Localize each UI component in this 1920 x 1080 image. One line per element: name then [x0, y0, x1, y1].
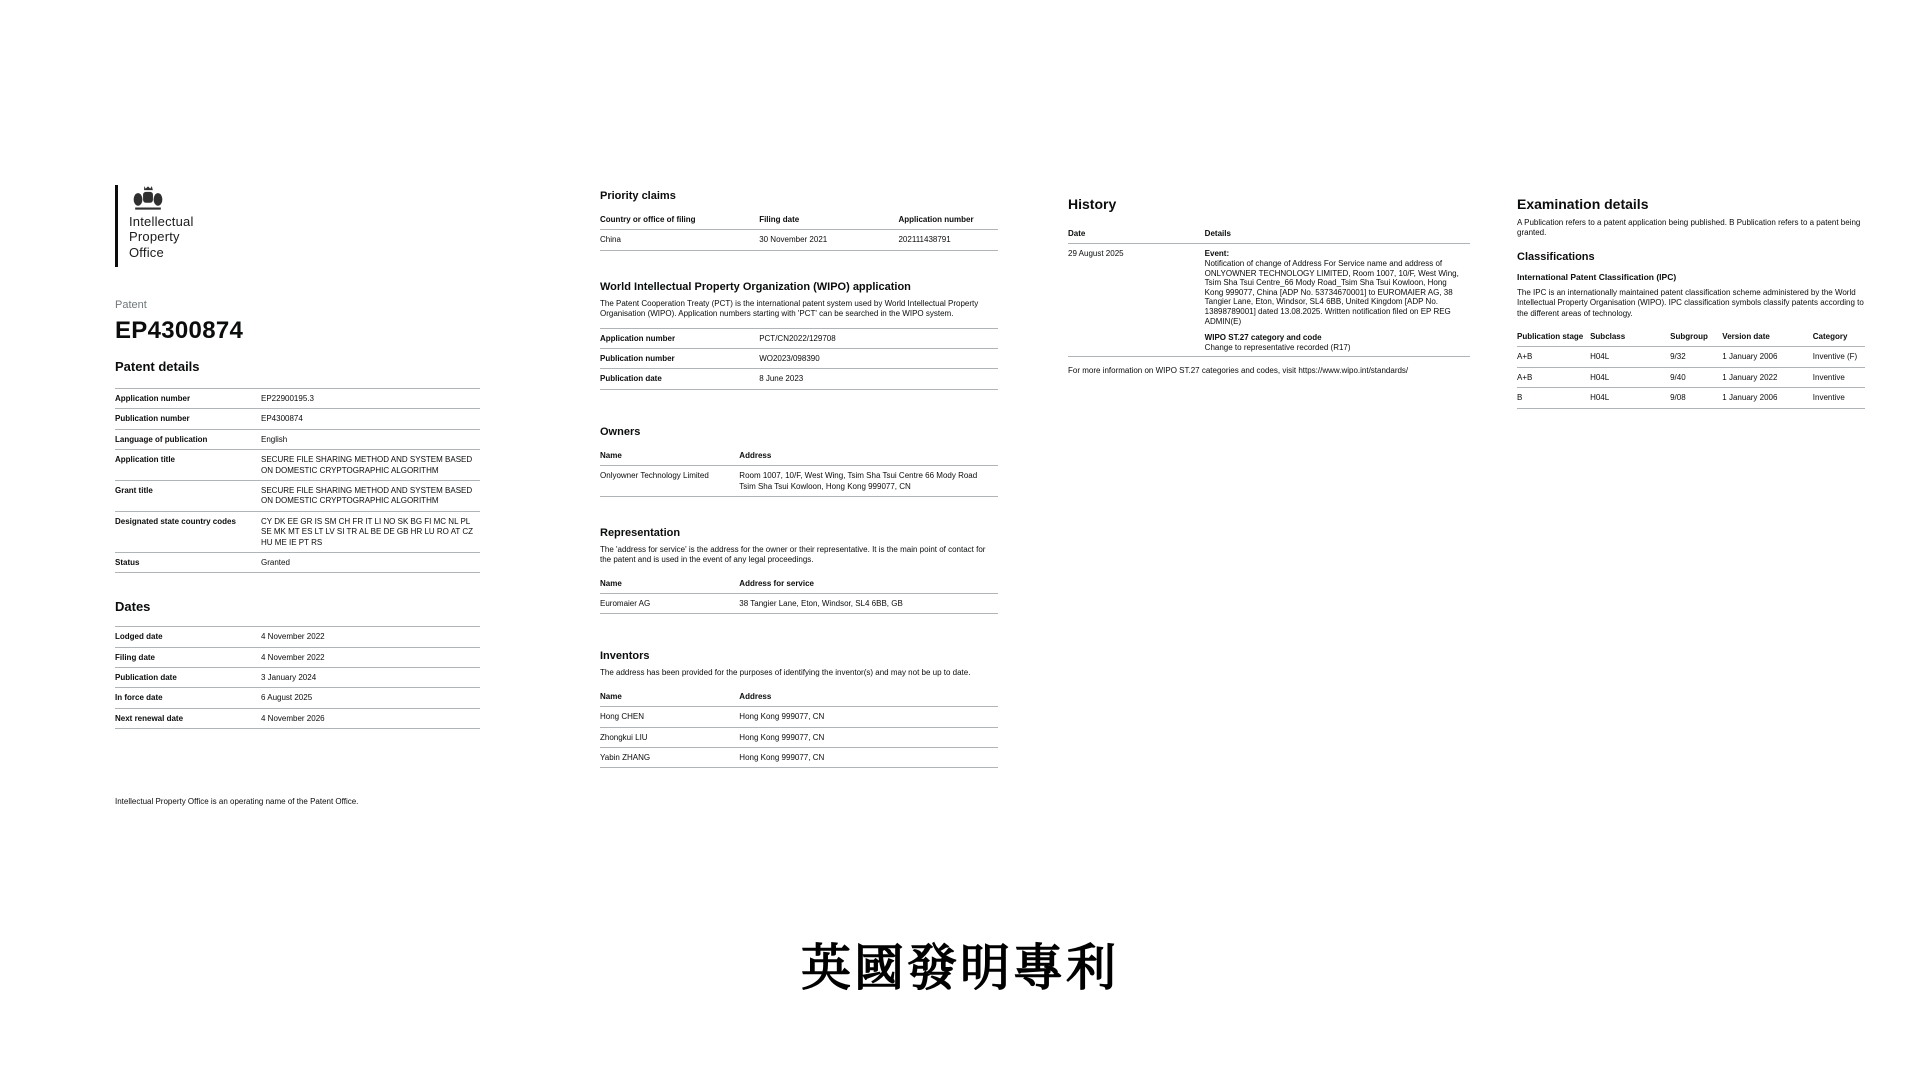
column-header: Address for service [739, 578, 814, 588]
table-row [600, 369, 998, 389]
examination-heading: Examination details [1517, 196, 1649, 212]
priority-claims-heading: Priority claims [600, 190, 676, 202]
column-header: Name [600, 450, 622, 460]
ipc-heading: International Patent Classification (IPC) [1517, 271, 1677, 282]
column-header: Version date [1722, 331, 1770, 341]
table-header-row [1068, 224, 1470, 244]
classifications-heading: Classifications [1517, 250, 1595, 263]
owner-name: Onlyowner Technology Limited [600, 471, 709, 481]
column-header: Address [739, 450, 772, 460]
wipo-heading: World Intellectual Property Organization (WIPO) application [600, 280, 911, 293]
examination-intro: A Publication refers to a patent application being published. B Publication refers to a patent being granted. [1517, 218, 1861, 238]
category: Inventive (F) [1812, 352, 1858, 362]
row-label: Grant title [115, 485, 153, 495]
row-label: Publication date [600, 374, 662, 384]
ipc-intro: The IPC is an internationally maintained patent classification scheme administered by the World Intellectual Property Organisation (WIPO). IPC classification symbols classify patents according to the different areas of technology. [1517, 287, 1864, 318]
table-row [115, 511, 480, 552]
row-label: Publication number [115, 414, 190, 424]
representative-address: 38 Tangier Lane, Eton, Windsor, SL4 6BB, GB [739, 599, 903, 609]
wipo-standards-footnote: For more information on WIPO ST.27 categories and codes, visit https://www.wipo.int/standards/ [1068, 366, 1409, 376]
version-date: 1 January 2006 [1722, 393, 1778, 403]
patent-details-heading: Patent details [115, 359, 200, 374]
table-row [115, 429, 480, 449]
row-value: 8 June 2023 [759, 374, 804, 384]
table-header-row [600, 446, 998, 466]
priority-claims-table [600, 210, 998, 251]
subclass: H04L [1590, 352, 1610, 362]
row-label: Publication number [600, 353, 675, 363]
row-label: Publication date [115, 673, 177, 683]
table-row [115, 708, 480, 728]
classification-table [1517, 327, 1865, 409]
inventors-intro: The address has been provided for the purposes of identifying the inventor(s) and may not be up to date. [600, 668, 971, 678]
patent-details-table [115, 388, 480, 573]
row-label: Next renewal date [115, 713, 184, 723]
column-header: Category [1812, 331, 1848, 341]
event-label: Event: [1204, 249, 1230, 259]
logo-text-line: Property [129, 229, 180, 245]
table-row [600, 748, 998, 768]
dates-heading: Dates [115, 599, 151, 615]
column-header: Details [1204, 229, 1231, 238]
owners-table [600, 446, 998, 497]
table-row [115, 627, 480, 647]
subgroup: 9/40 [1670, 372, 1686, 382]
table-row [1517, 367, 1865, 387]
examination-column [1517, 196, 1865, 409]
history-column [1068, 196, 1470, 375]
inventor-name: Zhongkui LIU [600, 732, 648, 742]
column-header: Filing date [759, 215, 800, 224]
column-header: Name [600, 691, 622, 701]
dates-table [115, 626, 480, 729]
inventor-address: Hong Kong 999077, CN [739, 712, 825, 722]
representation-heading: Representation [600, 526, 681, 539]
owner-address: Room 1007, 10/F, West Wing, Tsim Sha Tsui Centre 66 Mody Road Tsim Sha Tsui Kowloon, Hong Kong 999077, CN [739, 471, 978, 491]
application-info-column [600, 190, 998, 768]
category: Inventive [1812, 372, 1845, 382]
wipo-table [600, 328, 998, 390]
table-row [115, 480, 480, 511]
column-header: Address [739, 691, 772, 701]
patent-eyebrow-label: Patent [115, 299, 147, 311]
table-header-row [1517, 327, 1865, 347]
table-row [1517, 388, 1865, 408]
subclass: H04L [1590, 393, 1610, 403]
publication-stage: A+B [1517, 372, 1533, 382]
table-row [115, 450, 480, 481]
history-date: 29 August 2025 [1068, 249, 1124, 259]
history-table [1068, 224, 1470, 357]
row-label: Application number [600, 333, 676, 343]
row-label: Application title [115, 455, 175, 465]
column-header: Subgroup [1670, 331, 1708, 341]
operating-name-footnote: Intellectual Property Office is an operating name of the Patent Office. [115, 797, 359, 807]
wipo-intro: The Patent Cooperation Treaty (PCT) is the international patent system used by World Intellectual Property Organisation (WIPO). Application numbers starting with 'PCT' can be searched in the WIPO system. [600, 298, 979, 319]
row-value: SECURE FILE SHARING METHOD AND SYSTEM BASED ON DOMESTIC CRYPTOGRAPHIC ALGORITHM [261, 455, 473, 475]
inventor-address: Hong Kong 999077, CN [739, 753, 825, 763]
inventor-address: Hong Kong 999077, CN [739, 732, 825, 742]
history-heading: History [1068, 196, 1117, 212]
table-row [115, 389, 480, 409]
patent-number: EP4300874 [115, 317, 244, 344]
version-date: 1 January 2022 [1722, 372, 1778, 382]
row-value: EP22900195.3 [261, 394, 314, 403]
inventor-name: Yabin ZHANG [600, 753, 651, 763]
table-row [600, 230, 998, 250]
owners-heading: Owners [600, 425, 641, 438]
inventors-table [600, 687, 998, 769]
row-label: Filing date [115, 652, 155, 662]
priority-filing-date: 30 November 2021 [759, 235, 828, 245]
row-value: 4 November 2026 [261, 713, 325, 723]
representation-table [600, 574, 998, 615]
row-value: EP4300874 [261, 414, 303, 424]
row-value: Granted [261, 557, 290, 567]
table-row [600, 466, 998, 497]
category: Inventive [1812, 393, 1845, 403]
table-header-row [600, 687, 998, 707]
patent-summary-column [115, 185, 480, 806]
column-header: Subclass [1590, 331, 1626, 341]
subclass: H04L [1590, 372, 1610, 382]
table-row [1517, 347, 1865, 367]
wipo-code-label: WIPO ST.27 category and code [1204, 333, 1322, 343]
table-row [600, 348, 998, 368]
row-value: 4 November 2022 [261, 652, 325, 662]
subgroup: 9/32 [1670, 352, 1686, 362]
ipo-logo [115, 185, 480, 267]
table-row [600, 727, 998, 747]
priority-application-number: 202111438791 [898, 235, 951, 245]
column-header: Publication stage [1517, 331, 1584, 341]
publication-stage: B [1517, 393, 1523, 403]
row-label: Language of publication [115, 434, 208, 444]
table-row [115, 688, 480, 708]
table-row [600, 707, 998, 727]
logo-text-line: Office [129, 244, 164, 260]
row-label: In force date [115, 693, 163, 703]
column-header: Application number [898, 215, 974, 224]
page-caption: 英國發明專利 [801, 939, 1119, 997]
row-value: WO2023/098390 [759, 353, 820, 363]
version-date: 1 January 2006 [1722, 352, 1778, 362]
event-text: Notification of change of Address For Service name and address of ONLYOWNER TECHNOLOGY LIMITED, Room 1007, 10/F, West Wing, Tsim Sha Tsui Centre_66 Mody Road_Tsim Sha Tsui Kowloon, Hong Kong 999077, China [ADP No. 53734670001] to EUROMAIER AG, 38 Tangier Lane, Eton, Windsor, SL4 6BB, United Kingdom [ADP No. 13898789001] dated 13.08.2025. Written notification filed on EP REG ADMIN(E) [1204, 258, 1459, 326]
table-header-row [600, 210, 998, 230]
row-label: Status [115, 557, 140, 567]
royal-crest-icon [129, 185, 167, 212]
row-value: PCT/CN2022/129708 [759, 333, 836, 343]
representation-intro: The 'address for service' is the address for the owner or their representative. It is the main point of contact for the patent and is used in the event of any legal proceedings. [600, 544, 986, 565]
row-value: English [261, 434, 288, 444]
history-details [1205, 244, 1470, 357]
publication-stage: A+B [1517, 352, 1533, 362]
table-row [115, 409, 480, 429]
row-value: 3 January 2024 [261, 673, 317, 683]
table-header-row [600, 574, 998, 594]
subgroup: 9/08 [1670, 393, 1686, 403]
row-value: CY DK EE GR IS SM CH FR IT LI NO SK BG FI MC NL PL SE MK MT ES LT LV SI TR AL BE DE GB HR LU RO AT CZ HU ME IE PT RS [261, 516, 474, 547]
column-header: Name [600, 578, 622, 588]
table-row [1068, 244, 1470, 357]
table-row [600, 594, 998, 614]
representative-name: Euromaier AG [600, 599, 651, 609]
logo-text-line: Intellectual [129, 214, 194, 229]
column-header: Date [1068, 229, 1086, 238]
table-row [115, 552, 480, 572]
table-row [600, 328, 998, 348]
row-value: 4 November 2022 [261, 632, 325, 642]
priority-country: China [600, 235, 621, 245]
table-row [115, 647, 480, 667]
row-label: Designated state country codes [115, 516, 236, 526]
inventor-name: Hong CHEN [600, 712, 645, 722]
table-row [115, 668, 480, 688]
row-label: Lodged date [115, 632, 163, 642]
row-label: Application number [115, 394, 191, 403]
wipo-code-text: Change to representative recorded (R17) [1204, 342, 1351, 352]
row-value: SECURE FILE SHARING METHOD AND SYSTEM BASED ON DOMESTIC CRYPTOGRAPHIC ALGORITHM [261, 485, 473, 506]
column-header: Country or office of filing [600, 215, 696, 224]
inventors-heading: Inventors [600, 650, 650, 663]
row-value: 6 August 2025 [261, 693, 313, 703]
